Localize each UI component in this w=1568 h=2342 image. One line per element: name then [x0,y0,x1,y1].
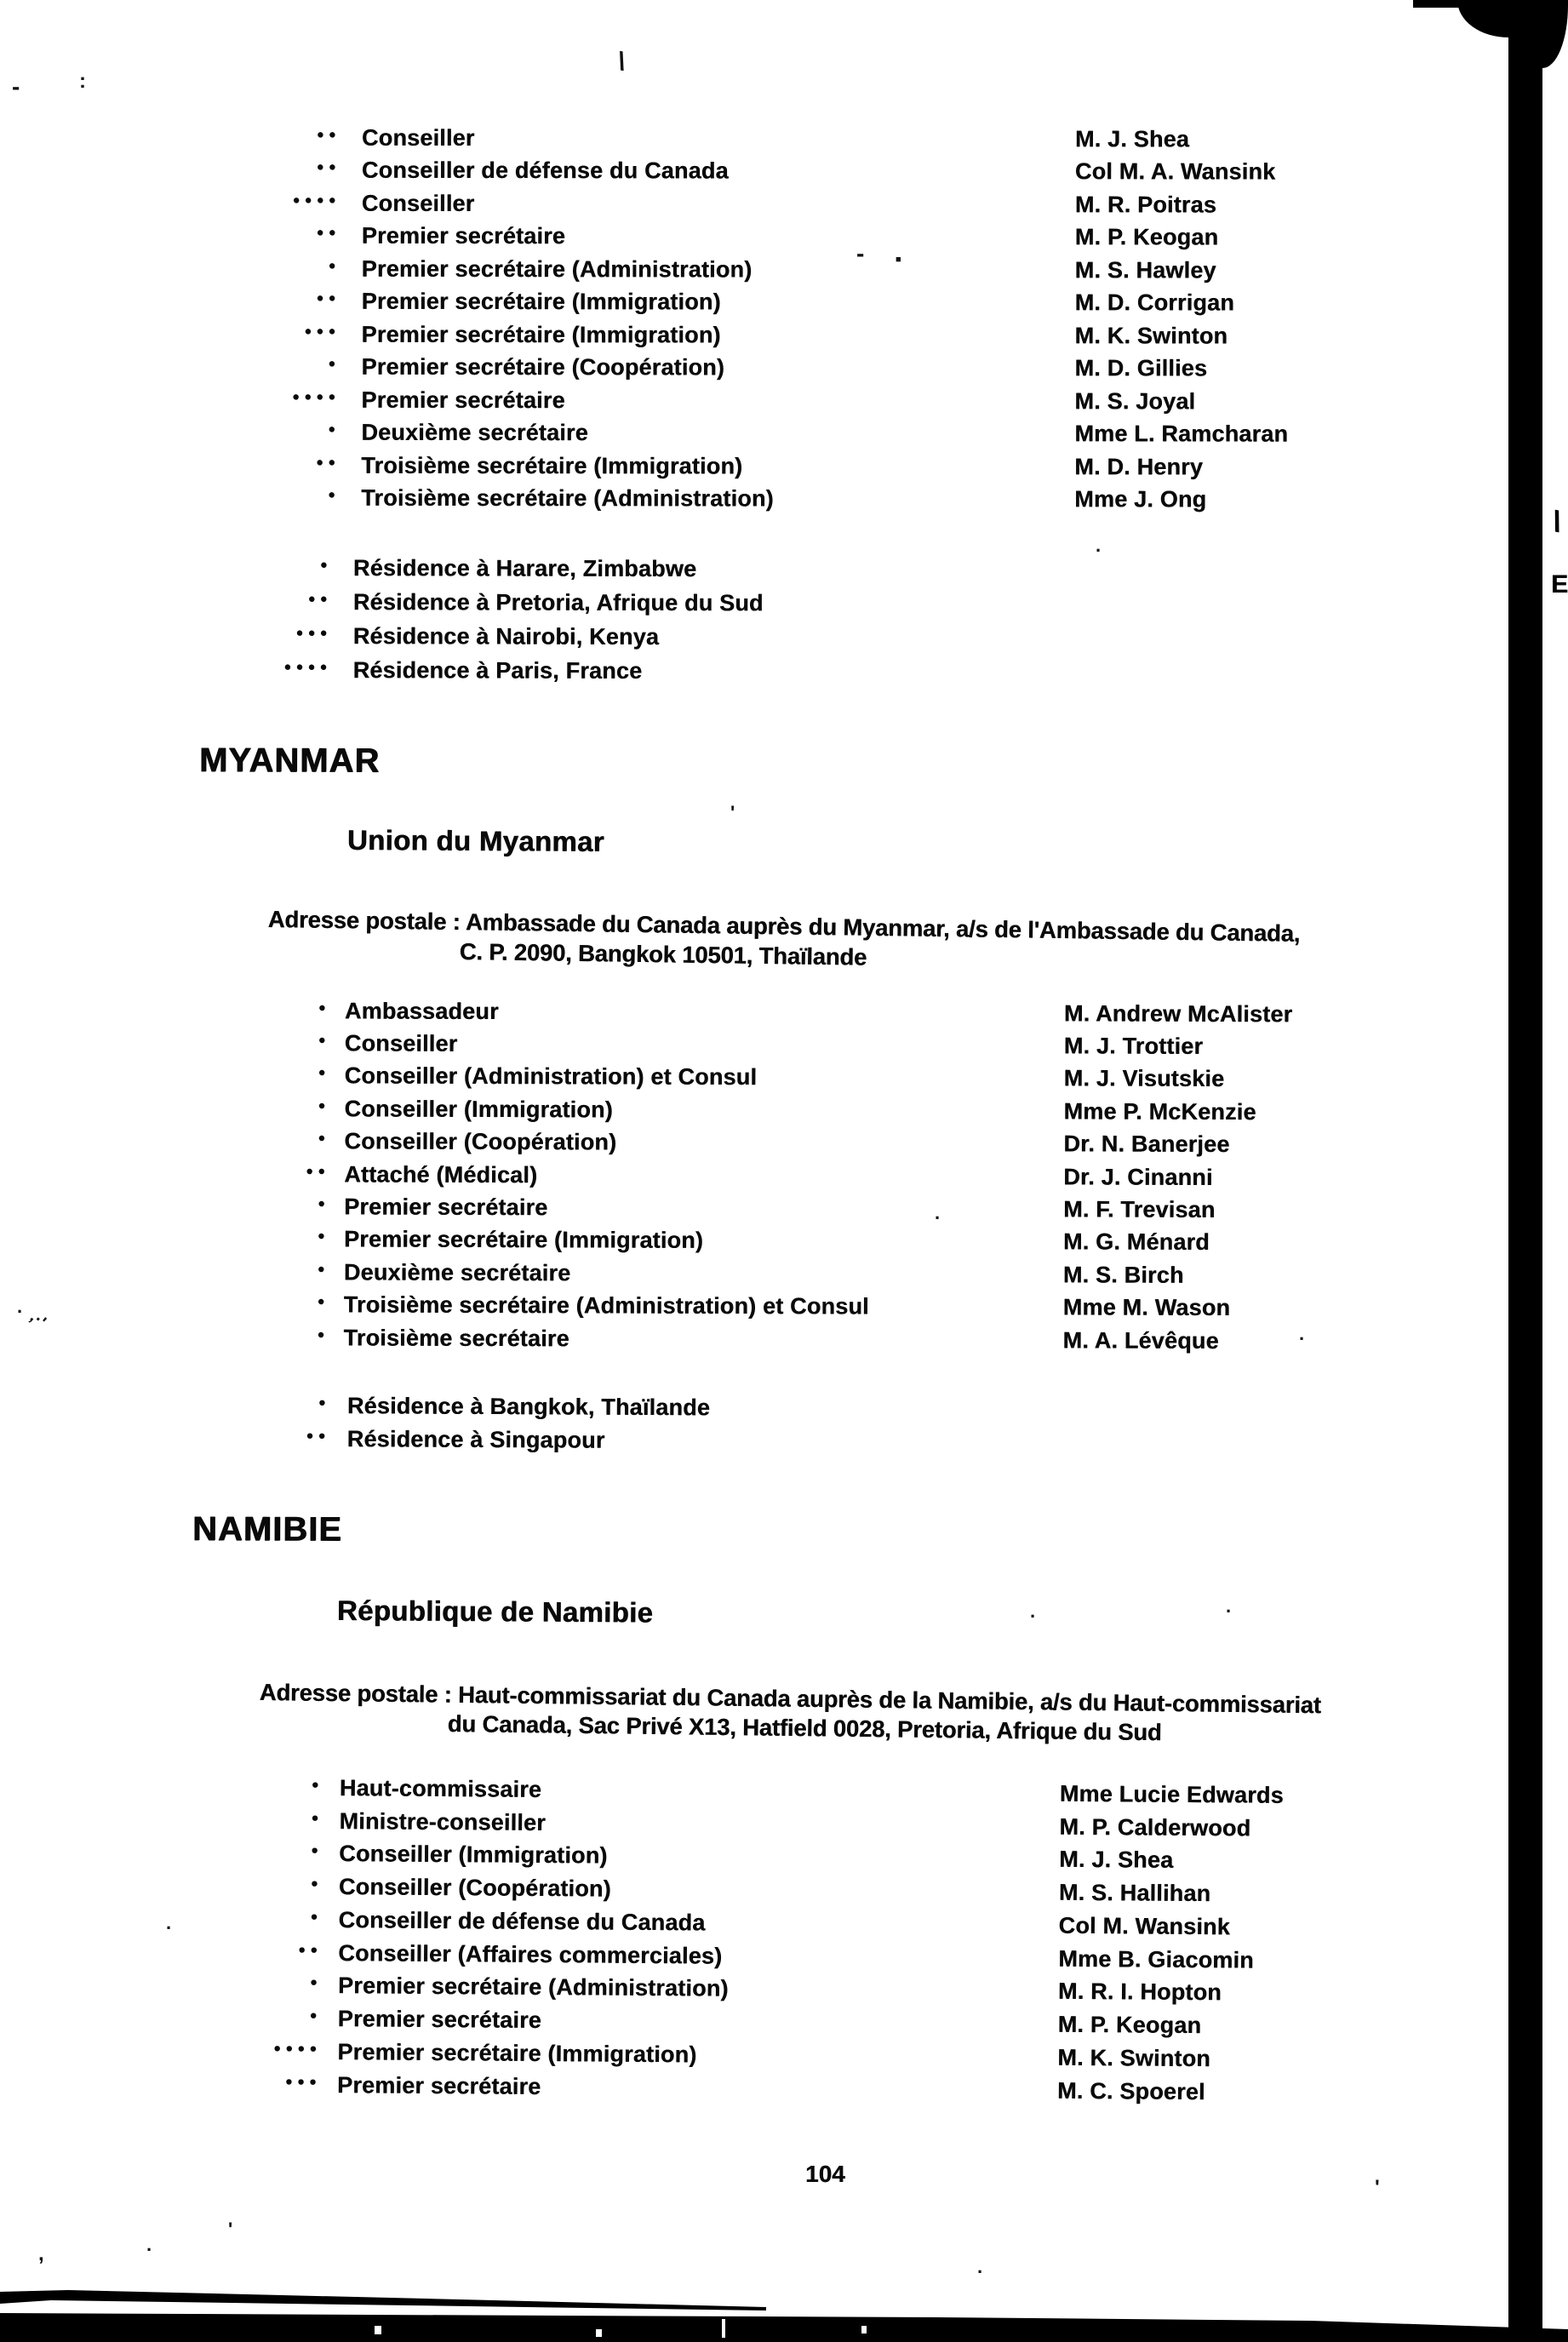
residence-row [0,550,764,586]
staff-title: Premier secrétaire (Coopération) [361,353,725,381]
staff-title: Conseiller (Coopération) [338,1874,611,1902]
footnote-stars: ● [311,1810,323,1825]
footnote-stars: ● [328,356,340,371]
staff-row [0,1091,1292,1129]
staff-name: Mme Lucie Edwards [1059,1780,1284,1808]
staff-title: Ministre-conseiller [339,1807,547,1835]
staff-row [0,1189,1292,1227]
country-subheader-myanmar: Union du Myanmar [346,824,604,858]
staff-name: M. D. Henry [1074,453,1204,480]
staff-name: M. J. Trottier [1063,1033,1204,1060]
residence-text: Résidence à Singapour [346,1426,605,1453]
staff-title: Conseiller [344,1030,458,1056]
staff-name: M. J. Shea [1074,125,1190,152]
residence-text: Résidence à Pretoria, Afrique du Sud [352,588,764,616]
staff-row [0,1157,1292,1194]
staff-title: Premier secrétaire [361,222,566,249]
footnote-stars: ●● [307,591,332,606]
staff-row [0,449,1288,484]
scan-speck: . [166,1912,172,1933]
myanmar-postal-address-line1: Adresse postale : Ambassade du Canada auprès du Myanmar, a/s de l'Ambassade du Canada, [267,905,1301,947]
scan-speck: · [977,2261,984,2282]
footnote-stars: ●●● [284,2074,322,2089]
staff-title: Premier secrétaire [344,1194,548,1221]
staff-row [0,1125,1292,1162]
staff-name: Mme P. McKenzie [1063,1098,1256,1125]
scan-speck: - [856,240,865,266]
staff-title: Deuxième secrétaire [361,419,588,446]
scan-speck: \ [615,47,627,77]
staff-name: M. G. Ménard [1062,1228,1210,1256]
footnote-stars: ● [318,1196,330,1211]
staff-title: Conseiller (Immigration) [344,1096,613,1123]
footnote-stars: ● [309,2007,322,2024]
staff-name: M. S. Birch [1062,1262,1184,1288]
staff-name: Mme J. Ong [1074,486,1207,512]
footnote-stars: ●● [316,290,340,306]
footnote-stars: ● [319,557,332,572]
scan-speck: ■ [896,255,901,265]
staff-row [0,993,1292,1031]
scan-noise [375,2326,381,2334]
scan-bottom-wedge-line [0,2288,851,2314]
staff-title: Haut-commissaire [339,1775,542,1802]
footnote-stars: ● [310,1875,323,1892]
staff-name: M. P. Keogan [1074,224,1219,250]
staff-name: M. F. Trevisan [1063,1196,1216,1223]
staff-name: M. S. Hawley [1074,256,1216,283]
staff-title: Troisième secrétaire (Immigration) [361,452,743,479]
country-subheader-namibie: République de Namibie [336,1595,654,1629]
myanmar-postal-address-line2: C. P. 2090, Bangkok 10501, Thaïlande [459,937,867,971]
scan-speck: . [1096,535,1102,556]
footnote-stars: ●● [316,455,340,470]
scan-speck: · [1226,1600,1233,1622]
country-header-namibie: NAMIBIE [192,1510,342,1549]
staff-name: Col M. Wansink [1058,1912,1231,1940]
residence-row [0,1421,710,1457]
scan-bottom-band [0,2312,1568,2342]
footnote-stars: ●●● [295,625,332,640]
country-header-myanmar: MYANMAR [198,742,381,780]
scan-noise [596,2329,602,2337]
scan-speck: , [38,2242,44,2265]
staff-title: Conseiller (Administration) et Consul [344,1062,758,1091]
staff-row [0,383,1288,418]
staff-name: M. D. Corrigan [1074,289,1234,316]
staff-title: Premier secrétaire (Administration) [337,1973,729,2002]
staff-row [0,481,1288,516]
footnote-stars: ●● [306,1428,330,1444]
staff-name: M. R. Poitras [1074,191,1216,218]
staff-name: M. Andrew McAlister [1063,1000,1293,1027]
myanmar-residences [0,1388,710,1457]
footnote-stars: ● [318,1098,330,1114]
footnote-stars: ● [310,1909,323,1924]
page-edge-text-fragment: E [1551,570,1568,598]
scan-speck: ,·' [26,1308,50,1331]
footnote-stars: ● [328,421,340,437]
staff-name: M. K. Swinton [1074,322,1228,349]
staff-name: M. C. Spoerel [1056,2077,1205,2104]
staff-row [0,219,1289,254]
staff-name: M. D. Gillies [1074,355,1208,381]
previous-country-staff-list [0,121,1289,517]
footnote-stars: ● [317,1228,330,1244]
staff-row [0,153,1289,188]
staff-name: Col M. A. Wansink [1074,158,1276,185]
staff-row [0,1288,1291,1326]
scan-speck: . [1299,1323,1305,1344]
footnote-stars: ●●●● [273,2041,322,2056]
staff-title: Ambassadeur [344,998,499,1024]
staff-title: Premier secrétaire [361,387,565,413]
scan-speck: . [935,1202,941,1223]
staff-name: M. J. Visutskie [1063,1065,1225,1092]
scan-noise [861,2326,867,2333]
footnote-stars: ● [318,999,330,1016]
namibie-postal-address-line2: du Canada, Sac Privé X13, Hatfield 0028, Pretoria, Afrique du Sud [447,1709,1162,1746]
residence-text: Résidence à Harare, Zimbabwe [352,554,697,581]
footnote-stars: ●● [316,159,340,175]
staff-name: M. S. Joyal [1074,387,1196,415]
staff-row [0,415,1288,450]
footnote-stars: ●● [316,127,340,142]
staff-name: M. K. Swinton [1057,2044,1211,2072]
scan-gutter-bar [1508,0,1542,2342]
footnote-stars: ● [311,1777,323,1792]
scan-corner-shadow-right [1542,0,1568,68]
staff-name: Mme M. Wason [1062,1294,1231,1321]
previous-country-residences [0,550,764,688]
footnote-stars: ● [317,1262,329,1277]
staff-row [0,350,1288,385]
staff-title: Premier secrétaire (Immigration) [337,2038,697,2068]
staff-title: Conseiller [361,190,475,216]
residence-text: Résidence à Nairobi, Kenya [352,622,660,650]
footnote-stars: ● [317,1294,329,1309]
footnote-stars: ●●●● [283,659,332,674]
staff-name: Dr. J. Cinanni [1063,1164,1213,1190]
footnote-stars: ●●● [304,324,340,339]
footnote-stars: ● [318,1033,330,1048]
scan-speck: - [12,73,20,100]
staff-title: Conseiller (Affaires commerciales) [338,1939,723,1969]
namibie-staff-list [0,1769,1284,2109]
staff-name: M. P. Keogan [1057,2011,1202,2039]
staff-title: Premier secrétaire [336,2071,541,2099]
residence-row [0,618,764,654]
staff-title: Attaché (Médical) [344,1161,538,1188]
staff-name: M. R. I. Hopton [1057,1978,1222,2006]
scan-speck: ' [730,802,735,823]
footnote-stars: ● [328,258,340,273]
scan-top-edge [1413,0,1511,8]
staff-row [0,1320,1291,1358]
residence-row [0,584,764,620]
residence-row [0,652,763,688]
staff-row [0,1026,1292,1063]
footnote-stars: ●● [298,1942,323,1957]
residence-text: Résidence à Bangkok, Thaïlande [346,1393,711,1421]
scan-speck: ' [1375,2176,1380,2199]
staff-name: Mme B. Giacomin [1058,1945,1254,1973]
scan-speck: · [146,2239,153,2260]
staff-name: M. J. Shea [1059,1847,1174,1874]
staff-title: Troisième secrétaire (Administration) et Consul [343,1291,869,1320]
staff-row [0,121,1289,156]
footnote-stars: ●●●● [292,389,340,404]
staff-row [0,1059,1292,1097]
residence-text: Résidence à Paris, France [352,656,643,684]
staff-title: Troisième secrétaire (Administration) [361,484,774,512]
scan-speck: ' [228,2219,233,2240]
staff-name: M. S. Hallihan [1058,1879,1211,1907]
staff-title: Conseiller (Coopération) [344,1128,617,1155]
staff-title: Deuxième secrétaire [343,1259,571,1286]
page-number: 104 [805,2161,845,2187]
footnote-stars: ●● [316,225,340,240]
staff-title: Conseiller de défense du Canada [338,1907,706,1936]
staff-title: Premier secrétaire (Immigration) [343,1226,704,1254]
staff-title: Premier secrétaire (Administration) [361,255,753,283]
footnote-stars: ●●●● [292,192,340,208]
staff-title: Conseiller (Immigration) [339,1841,608,1869]
staff-row [0,252,1289,287]
footnote-stars: ●● [306,1163,330,1178]
footnote-stars: ● [328,487,340,502]
staff-title: Premier secrétaire [337,2006,542,2034]
scan-speck: · [1030,1606,1037,1627]
staff-title: Troisième secrétaire [343,1325,569,1351]
staff-name: Dr. N. Banerjee [1063,1131,1230,1158]
footnote-stars: ● [318,1065,330,1080]
namibie-postal-address-line1: Adresse postale : Haut-commissariat du Canada auprès de la Namibie, a/s du Haut-commissariat [259,1678,1321,1719]
footnote-stars: ● [317,1326,329,1342]
staff-row [0,1223,1291,1260]
staff-row [0,284,1288,319]
staff-row [0,1255,1291,1292]
residence-row [0,1388,710,1424]
staff-title: Conseiller de défense du Canada [361,157,729,184]
staff-title: Premier secrétaire (Immigration) [361,321,721,348]
footnote-stars: ● [318,1131,330,1146]
staff-row [0,318,1288,352]
scan-noise [722,2319,725,2338]
footnote-stars: ● [311,1843,323,1858]
scan-speck: . [17,1296,23,1317]
page-edge-text-fragment: \ [1549,505,1564,539]
staff-title: Conseiller [361,124,475,151]
scan-speck: : [79,70,86,93]
staff-name: Mme L. Ramcharan [1074,421,1289,447]
footnote-stars: ● [318,1394,330,1411]
staff-name: M. A. Lévêque [1062,1326,1219,1354]
footnote-stars: ● [309,1975,323,1990]
staff-row [0,186,1289,221]
staff-name: M. P. Calderwood [1059,1813,1251,1841]
myanmar-staff-list [0,993,1292,1358]
staff-title: Premier secrétaire (Immigration) [361,288,721,315]
